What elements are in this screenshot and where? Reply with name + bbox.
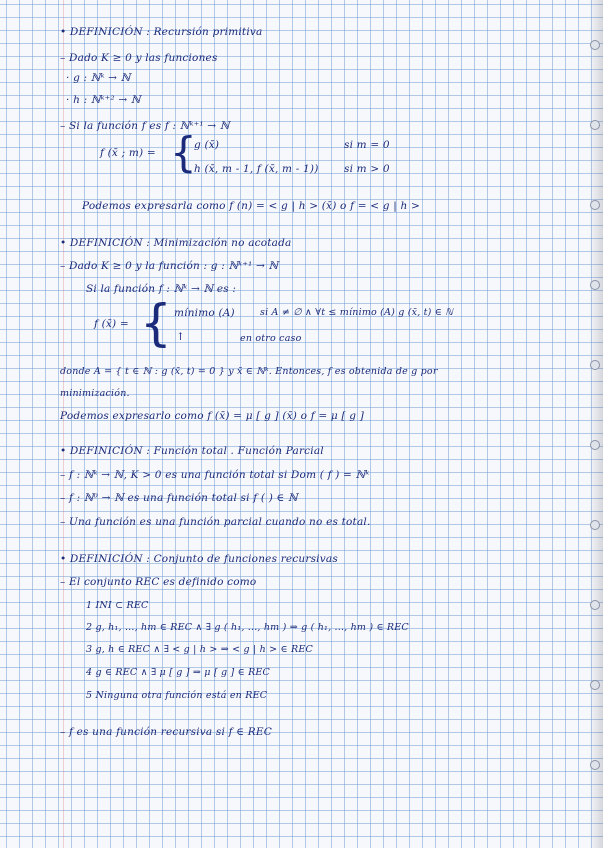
text-line: – El conjunto REC es definido como [60,576,257,588]
text-line: – f es una función recursiva si f ∈ REC [60,726,272,738]
formula-condition: en otro caso [240,333,302,344]
text-line: Si la función f : ℕᵏ → ℕ es : [86,283,237,295]
formula-lhs: f (x̄) = [94,318,129,330]
list-item: 2 g, h₁, ..., hm ∈ REC ∧ ∃ g ( h₁, ..., hm ) ⇒ g ( h₁, ..., hm ) ∈ REC [86,622,409,633]
list-item: 4 g ∈ REC ∧ ∃ μ [ g ] ⇒ μ [ g ] ∈ REC [86,667,271,678]
text-line: Podemos expresarlo como f (x̄) = μ [ g ] (x̄) o f = μ [ g ] [60,410,365,422]
spiral-binding [589,0,603,848]
binding-ring [590,520,600,530]
list-item: 5 Ninguna otra función está en REC [86,690,268,701]
text-line: donde A = { t ∈ ℕ : g (x̄, t) = 0 } y x̄ ∈ ℕᵏ. Entonces, f es obtenida de g por [60,366,438,377]
text-line: Podemos expresarla como f (n) = < g | h > (x̄) o f = < g | h > [82,200,421,212]
formula-condition: si m > 0 [344,163,390,175]
text-line: – Dado K ≥ 0 y la función : g : ℕᵏ⁺¹ → ℕ [60,260,279,272]
formula-case: ↑ [176,331,185,343]
text-line: · h : ℕᵏ⁺² → ℕ [66,94,141,106]
text-line: – f : ℕ⁰ → ℕ es una función total si f ( ) ∈ ℕ [60,492,298,504]
binding-ring [590,680,600,690]
binding-ring [590,360,600,370]
text-line: · g : ℕᵏ → ℕ [66,72,131,84]
text-line: minimización. [60,388,130,399]
formula-case: g (x̄) [194,139,220,151]
binding-ring [590,600,600,610]
binding-ring [590,440,600,450]
heading-minimizacion: • DEFINICIÓN : Minimización no acotada [60,237,292,249]
text-line: – Una función es una función parcial cuando no es total. [60,516,371,528]
formula-case: h (x̄, m - 1, f (x̄, m - 1)) [194,163,319,175]
binding-ring [590,40,600,50]
binding-ring [590,200,600,210]
heading-conjunto-rec: • DEFINICIÓN : Conjunto de funciones recursivas [60,553,338,565]
formula-condition: si A ≠ ∅ ∧ ∀t ≤ mínimo (A) g (x̄, t) ∈ ℕ [260,307,454,318]
heading-funcion-total: • DEFINICIÓN : Función total . Función Parcial [60,445,324,457]
formula-case: mínimo (A) [174,307,235,319]
text-line: – Si la función f es f : ℕᵏ⁺¹ → ℕ [60,120,230,132]
formula-lhs: f (x̄ ; m) = [100,147,156,159]
heading-recursion-primitiva: • DEFINICIÓN : Recursión primitiva [60,26,263,38]
text-line: – Dado K ≥ 0 y las funciones [60,52,218,64]
brace-symbol: { [140,294,172,352]
text-line: – f : ℕᵏ → ℕ, K > 0 es una función total si Dom ( f ) = ℕᵏ [60,469,370,481]
list-item: 3 g, h ∈ REC ∧ ∃ < g | h > ⇒ < g | h > ∈ REC [86,644,313,655]
binding-ring [590,760,600,770]
binding-ring [590,120,600,130]
brace-symbol: { [170,128,197,177]
formula-condition: si m = 0 [344,139,390,151]
binding-ring [590,280,600,290]
list-item: 1 INI ⊂ REC [86,600,149,611]
